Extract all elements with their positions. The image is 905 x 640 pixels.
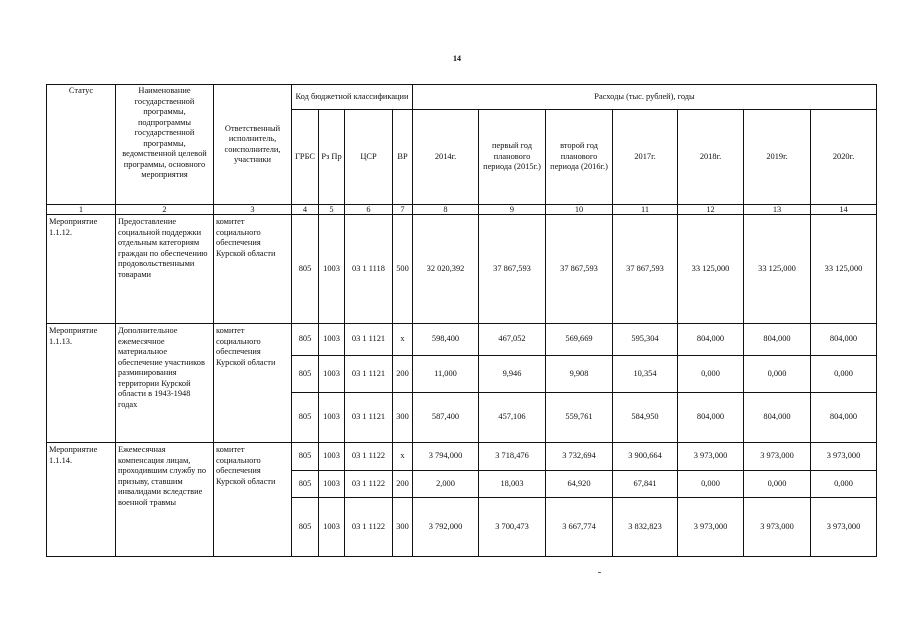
- cell-value: 457,106: [479, 393, 546, 443]
- column-index: 9: [479, 205, 546, 215]
- cell-value: 37 867,593: [613, 215, 678, 324]
- cell-value: 804,000: [744, 324, 811, 356]
- cell-rzpr: 1003: [319, 324, 345, 356]
- header-expenses: Расходы (тыс. рублей), годы: [413, 85, 877, 110]
- cell-value: 3 973,000: [744, 443, 811, 471]
- header-budget-code: Код бюджетной классификации: [292, 85, 413, 110]
- cell-value: 3 794,000: [413, 443, 479, 471]
- cell-vr: 500: [393, 215, 413, 324]
- header-year: 2019г.: [744, 110, 811, 205]
- cell-vr: 300: [393, 498, 413, 557]
- header-executor: Ответственный исполнитель, соисполнители, участники: [214, 85, 292, 205]
- column-index: 14: [811, 205, 877, 215]
- header-status: Статус: [47, 85, 116, 205]
- header-year: первый год планового периода (2015г.): [479, 110, 546, 205]
- cell-value: 3 718,476: [479, 443, 546, 471]
- measure-status: Мероприятие 1.1.14.: [47, 443, 116, 557]
- cell-csr: 03 1 1121: [345, 324, 393, 356]
- cell-value: 804,000: [678, 393, 744, 443]
- cell-value: 33 125,000: [678, 215, 744, 324]
- cell-value: 3 973,000: [744, 498, 811, 557]
- cell-value: 9,908: [546, 356, 613, 393]
- cell-grbs: 805: [292, 215, 319, 324]
- header-year: 2018г.: [678, 110, 744, 205]
- cell-value: 18,003: [479, 471, 546, 498]
- header-rzpr: Рз Пр: [319, 110, 345, 205]
- table-row: [47, 215, 877, 324]
- measure-name: Ежемесячная компенсация лицам, проходившим службу по призыву, ставшим инвалидами вследствие военной травмы: [116, 443, 214, 557]
- column-index: 2: [116, 205, 214, 215]
- cell-value: 3 973,000: [678, 498, 744, 557]
- cell-rzpr: 1003: [319, 215, 345, 324]
- cell-rzpr: 1003: [319, 393, 345, 443]
- cell-value: 3 973,000: [811, 443, 877, 471]
- cell-rzpr: 1003: [319, 356, 345, 393]
- cell-value: 33 125,000: [744, 215, 811, 324]
- cell-value: 598,400: [413, 324, 479, 356]
- header-year: 2017г.: [613, 110, 678, 205]
- measure-status: Мероприятие 1.1.13.: [47, 324, 116, 443]
- cell-value: 3 832,823: [613, 498, 678, 557]
- measure-status: Мероприятие 1.1.12.: [47, 215, 116, 324]
- column-index: 4: [292, 205, 319, 215]
- cell-value: 3 732,694: [546, 443, 613, 471]
- cell-value: 0,000: [678, 471, 744, 498]
- column-index: 13: [744, 205, 811, 215]
- cell-value: 37 867,593: [546, 215, 613, 324]
- cell-csr: 03 1 1121: [345, 356, 393, 393]
- cell-value: 587,400: [413, 393, 479, 443]
- table-row: [47, 324, 877, 356]
- cell-value: 67,841: [613, 471, 678, 498]
- cell-value: 10,354: [613, 356, 678, 393]
- cell-value: 3 973,000: [678, 443, 744, 471]
- column-index: 3: [214, 205, 292, 215]
- column-index: 10: [546, 205, 613, 215]
- cell-value: 3 700,473: [479, 498, 546, 557]
- page-number: 14: [453, 54, 461, 63]
- cell-vr: х: [393, 443, 413, 471]
- cell-grbs: 805: [292, 471, 319, 498]
- cell-csr: 03 1 1118: [345, 215, 393, 324]
- header-csr: ЦСР: [345, 110, 393, 205]
- measure-executor: комитет социального обеспечения Курской области: [214, 443, 292, 557]
- cell-value: 3 973,000: [811, 498, 877, 557]
- cell-value: 3 792,000: [413, 498, 479, 557]
- cell-value: 804,000: [744, 393, 811, 443]
- cell-value: 11,000: [413, 356, 479, 393]
- column-index: 12: [678, 205, 744, 215]
- cell-value: 3 667,774: [546, 498, 613, 557]
- cell-csr: 03 1 1122: [345, 471, 393, 498]
- cell-rzpr: 1003: [319, 443, 345, 471]
- cell-value: 584,950: [613, 393, 678, 443]
- scan-speck: [598, 572, 601, 573]
- header-name: Наименование государственной программы, подпрограммы государственной программы, ведомственной целевой программы, основного мероприятия: [116, 85, 214, 205]
- column-index-row: [47, 205, 877, 215]
- cell-vr: х: [393, 324, 413, 356]
- column-index: 6: [345, 205, 393, 215]
- cell-value: 0,000: [811, 471, 877, 498]
- cell-csr: 03 1 1122: [345, 498, 393, 557]
- cell-vr: 300: [393, 393, 413, 443]
- table-row: [47, 443, 877, 471]
- budget-table: [46, 84, 877, 557]
- cell-grbs: 805: [292, 324, 319, 356]
- cell-value: 3 900,664: [613, 443, 678, 471]
- header-grbs: ГРБС: [292, 110, 319, 205]
- measure-name: Дополнительное ежемесячное материальное обеспечение участников разминирования территории Курской области в 1943-1948 годах: [116, 324, 214, 443]
- cell-value: 804,000: [678, 324, 744, 356]
- cell-value: 804,000: [811, 393, 877, 443]
- cell-value: 467,052: [479, 324, 546, 356]
- cell-value: 0,000: [811, 356, 877, 393]
- measure-name: Предоставление социальной поддержки отдельным категориям граждан по обеспечению продовольственными товарами: [116, 215, 214, 324]
- cell-value: 804,000: [811, 324, 877, 356]
- cell-grbs: 805: [292, 356, 319, 393]
- column-index: 11: [613, 205, 678, 215]
- measure-executor: комитет социального обеспечения Курской области: [214, 215, 292, 324]
- header-vr: ВР: [393, 110, 413, 205]
- cell-value: 9,946: [479, 356, 546, 393]
- column-index: 8: [413, 205, 479, 215]
- cell-csr: 03 1 1121: [345, 393, 393, 443]
- column-index: 7: [393, 205, 413, 215]
- cell-value: 569,669: [546, 324, 613, 356]
- cell-rzpr: 1003: [319, 471, 345, 498]
- measure-executor: комитет социального обеспечения Курской области: [214, 324, 292, 443]
- cell-value: 33 125,000: [811, 215, 877, 324]
- cell-grbs: 805: [292, 443, 319, 471]
- cell-value: 0,000: [744, 356, 811, 393]
- cell-value: 32 020,392: [413, 215, 479, 324]
- cell-vr: 200: [393, 356, 413, 393]
- header-year: 2020г.: [811, 110, 877, 205]
- cell-vr: 200: [393, 471, 413, 498]
- header-year: второй год планового периода (2016г.): [546, 110, 613, 205]
- cell-value: 0,000: [678, 356, 744, 393]
- cell-grbs: 805: [292, 393, 319, 443]
- cell-grbs: 805: [292, 498, 319, 557]
- cell-csr: 03 1 1122: [345, 443, 393, 471]
- cell-value: 595,304: [613, 324, 678, 356]
- cell-value: 37 867,593: [479, 215, 546, 324]
- header-year: 2014г.: [413, 110, 479, 205]
- column-index: 5: [319, 205, 345, 215]
- column-index: 1: [47, 205, 116, 215]
- cell-value: 64,920: [546, 471, 613, 498]
- cell-rzpr: 1003: [319, 498, 345, 557]
- cell-value: 0,000: [744, 471, 811, 498]
- cell-value: 2,000: [413, 471, 479, 498]
- header-row: [47, 85, 877, 110]
- cell-value: 559,761: [546, 393, 613, 443]
